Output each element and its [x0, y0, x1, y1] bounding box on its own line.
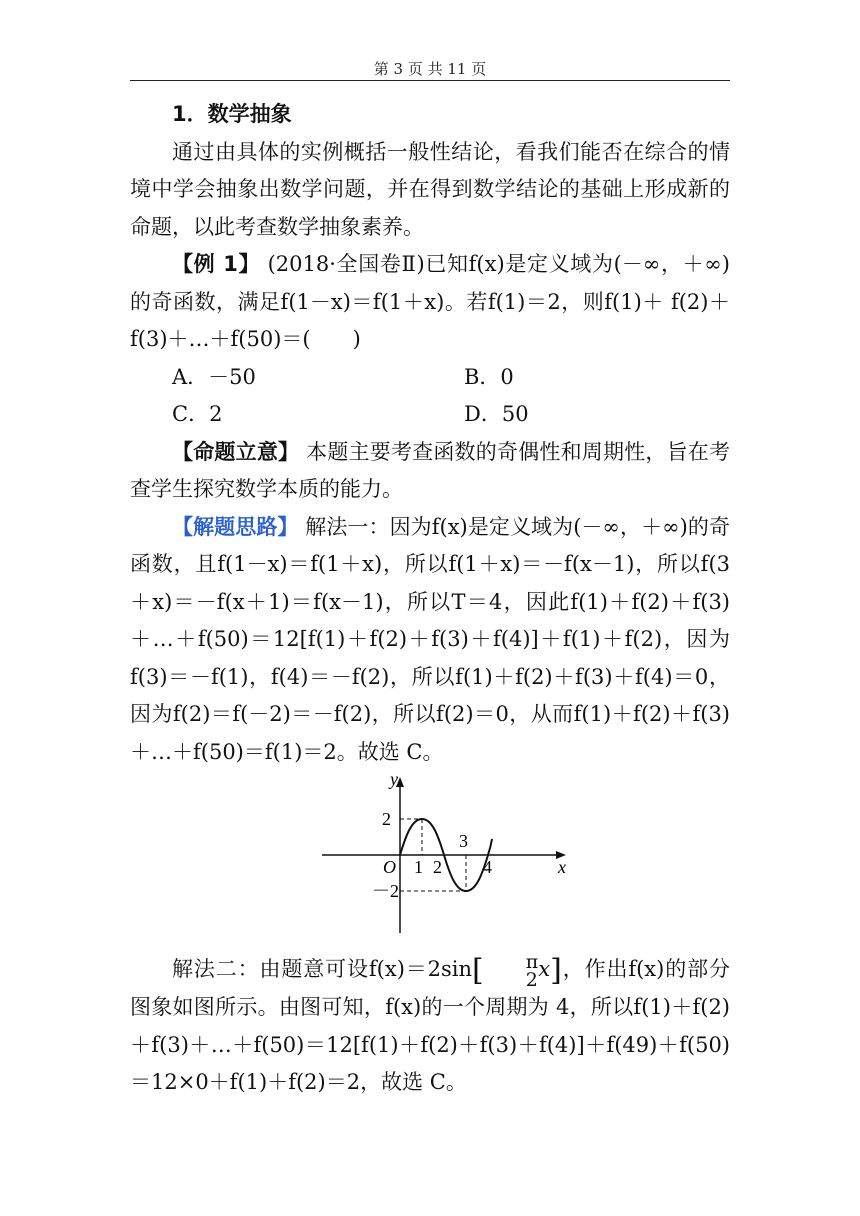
option-b: B．0	[464, 364, 514, 389]
example-question-text: 已知f(x)是定义域为(－∞，＋∞)的奇函数，满足f(1－x)＝f(1＋x)。若f(1)＝2，则f(1)＋ f(2)＋ f(3)＋…＋f(50)＝( )	[130, 252, 730, 351]
origin-label: O	[383, 857, 396, 877]
page-indicator: 第 3 页 共 11 页	[373, 60, 487, 78]
example-question	[130, 246, 730, 359]
document-body	[130, 96, 730, 1102]
intent-label: 【命题立意】	[172, 439, 300, 464]
header-rule	[130, 80, 730, 81]
intro-paragraph: 通过由具体的实例概括一般性结论，看我们能否在综合的情境中学会抽象出数学问题，并在得到数学结论的基础上形成新的命题，以此考查数学抽象素养。	[130, 139, 730, 239]
fraction	[484, 950, 539, 991]
option-c: C．2	[172, 402, 223, 426]
tick-4-label: 4	[483, 857, 492, 877]
y-pos-label: 2	[382, 809, 391, 829]
tick-1-label: 1	[414, 857, 423, 877]
bracket-left: [	[472, 952, 484, 988]
axis-y-label: y	[390, 773, 398, 789]
solution-method-1	[130, 509, 730, 772]
option-a: A．－50	[172, 364, 256, 389]
method-2-text: ，作出f(x)的部分图象如图所示。由图可知，f(x)的一个周期为 4，所以f(1)＋f(2)＋f(3)＋…＋f(50)＝12[f(1)＋f(2)＋f(3)＋f(4)]＋f(49)＋f(50)＝12×0＋f(1)＋f(2)＝2，故选 C。	[130, 957, 730, 1095]
section-title: 1．数学抽象	[172, 102, 292, 126]
tick-2-label: 2	[433, 857, 442, 877]
solution-label: 【解题思路】	[172, 514, 299, 539]
option-d: D．50	[464, 402, 529, 426]
axis-x-label: x	[558, 857, 566, 877]
tick-3-label: 3	[459, 831, 468, 851]
sine-graph-svg	[320, 773, 570, 941]
example-label: 【例 1】	[172, 252, 261, 276]
answer-options	[172, 359, 730, 434]
function-graph	[130, 771, 730, 951]
solution-method-2	[130, 951, 730, 1102]
fraction-denominator: 2	[525, 968, 538, 991]
y-neg-label: －2	[372, 881, 399, 901]
intent-text: 本题主要考查函数的奇偶性和周期性，旨在考查学生探究数学本质的能力。	[130, 439, 731, 501]
solution-method-1-text: 解法一：因为f(x)是定义域为(－∞，＋∞)的奇函数，且f(1－x)＝f(1＋x)，所以f(1＋x)＝－f(x－1)，所以f(3＋x)＝－f(x＋1)＝f(x－1)，所以T＝4，因此f(1)＋f(2)＋f(3)＋…＋f(50)＝12[f(1)＋f(2)＋f(3)＋f(4)]＋f(1)＋f(2)，因为f(3)＝－f(1)，f(4)＝－f(2)，所以f(1)＋f(2)＋f(3)＋f(4)＝0，因为f(2)＝f(－2)＝－f(2)，所以f(2)＝0，从而f(1)＋f(2)＋f(3)＋…＋f(50)＝f(1)＝2。故选 C。	[130, 514, 730, 764]
fraction-numerator: π	[525, 950, 539, 973]
fraction-variable: x	[538, 957, 551, 981]
method-2-prefix: 解法二：由题意可设f(x)＝2sin	[172, 957, 473, 981]
example-source: (2018·全国卷Ⅱ)	[267, 252, 425, 276]
intent-paragraph	[130, 434, 730, 509]
bracket-right: ]	[550, 952, 562, 988]
